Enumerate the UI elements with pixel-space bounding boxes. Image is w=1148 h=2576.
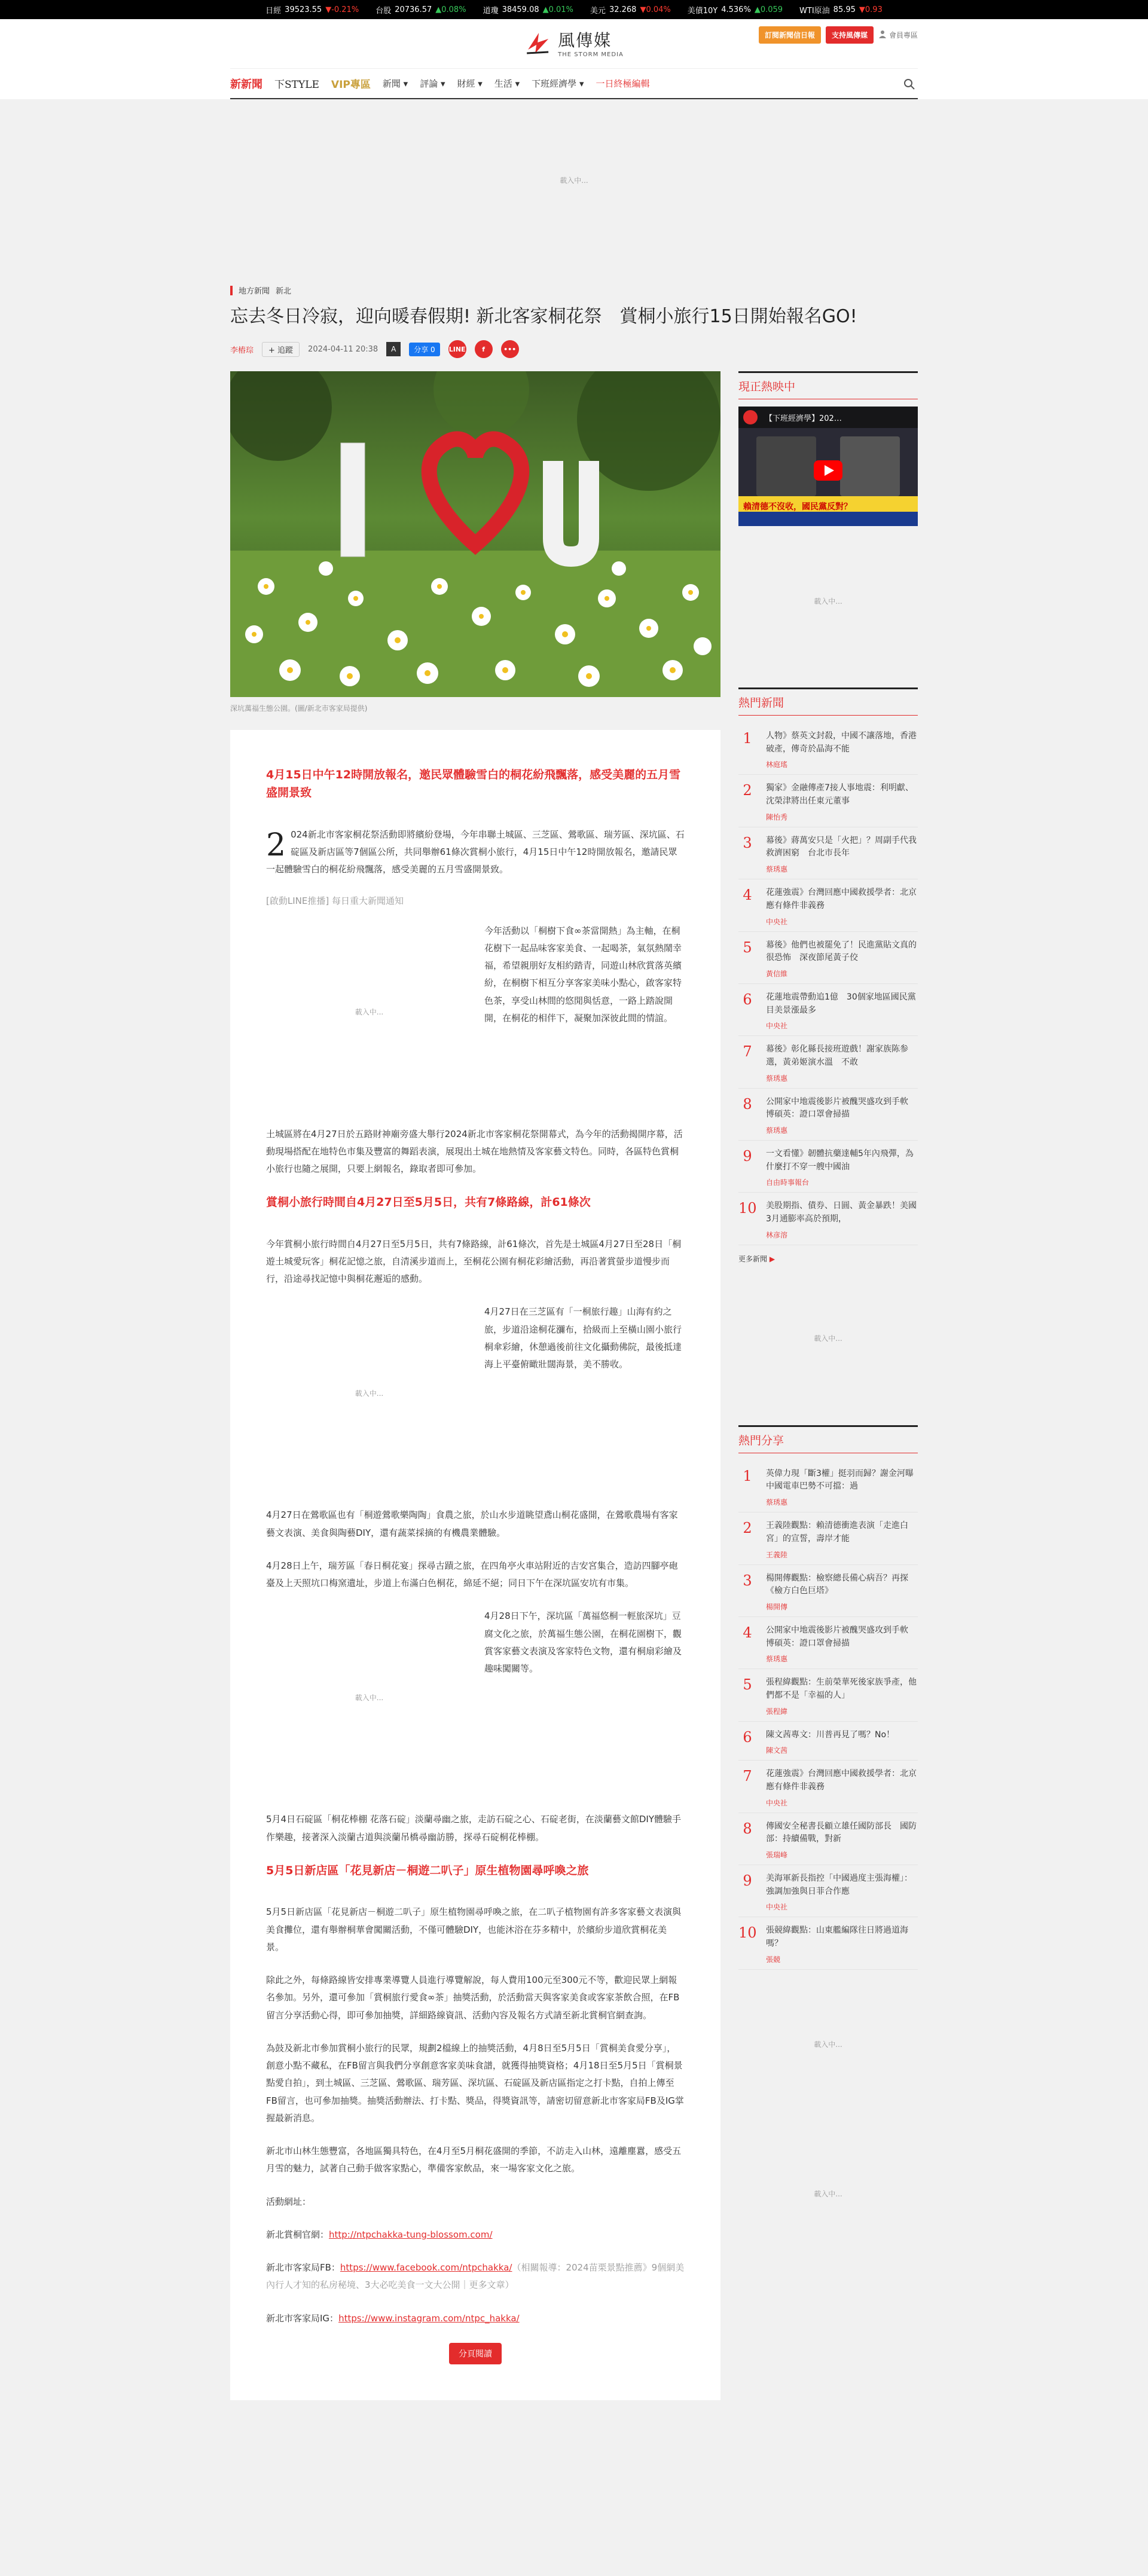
paragraph: 5月4日石碇區「桐花棒棚 花落石碇」淡蘭尋幽之旅，走訪石碇之心、石碇老街，在淡蘭藝文館DIY體驗手作樂趣，接著深入淡蘭古道與淡蘭吊橋尋幽訪勝，探尋石碇桐花棒棚。 — [266, 1814, 681, 1842]
rank-number: 7 — [743, 1043, 752, 1061]
video-player[interactable] — [738, 407, 918, 526]
rank-title[interactable]: 花蓮地震帶動追1億 30個家地區國民黨目美景漲最多 — [766, 992, 916, 1015]
list-item[interactable] — [738, 932, 918, 984]
sidebar — [738, 371, 918, 2400]
rank-title[interactable]: 張競緯觀點：山東艦編隊往日將過道海嗎？ — [766, 1926, 908, 1949]
nav-item-economics[interactable]: 下班經濟學 ▾ — [532, 78, 584, 89]
rank-title[interactable]: 王義陸觀點：賴清德衝進表演「走進白宮」的宣誓，壽岸才能 — [766, 1521, 908, 1544]
inline-ad-slot: 載入中... — [355, 1389, 384, 1398]
ticker-value: 85.95 — [833, 5, 856, 14]
subheading: 5月5日新店區「花見新店－桐遊二叭子」原生植物園尋呼喚之旅 — [266, 1863, 589, 1877]
rank-source: 陳文茜 — [766, 1746, 788, 1755]
ticker-name: 道瓊 — [483, 6, 499, 16]
author-link[interactable]: 李樁琮 — [230, 346, 254, 355]
list-item[interactable] — [738, 1617, 918, 1669]
sidebar-ad-slot: 載入中... — [814, 597, 842, 606]
article-meta — [230, 340, 918, 358]
paragraph: 除此之外，每條路線皆安排專業導覽人員進行導覽解說，每人費用100元至300元不等，歡迎民眾上網報名參加。另外，還可參加「賞桐旅行愛食∞茶」抽獎活動，於活動當天與客家美食或客家茶飲合照，在FB留言分享活動心得，即可參加抽獎，詳細路線資訊、活動內容及報名方式請至新北賞桐官網查詢。 — [266, 1975, 680, 2021]
rank-source: 林彦溶 — [766, 1230, 788, 1239]
rank-title[interactable]: 公開家中地震後影片被醜哭盛攻到手軟 博碩英：證口罩會掃描 — [766, 1096, 917, 1120]
ticker-value: 32.268 — [609, 5, 637, 14]
list-item[interactable] — [738, 1141, 918, 1193]
rank-title[interactable]: 公開家中地震後影片被醜哭盛攻到手軟 博碩英：證口罩會掃描 — [766, 1625, 917, 1648]
nav-brand-xinxinwen[interactable]: 新新聞 — [230, 78, 262, 91]
paragraph: 4月27日在三芝區有「一桐旅行趣」山海有約之旅，步道沿途桐花瀰布，拾級而上至橫山園小旅行桐傘彩繪，休憩過後前往文化攝動佛院，最後抵達海上平臺俯瞰壯闊海景，美不勝收。 — [484, 1306, 682, 1370]
instagram-link[interactable]: https://www.instagram.com/ntpc_hakka/ — [338, 2312, 520, 2324]
hot-share-title: 熱門分享 — [738, 1425, 918, 1453]
triangle-down-icon: ▼ — [325, 5, 332, 14]
list-item[interactable] — [738, 879, 918, 931]
paragraph: 今年活動以「桐樹下食∞茶當開熱」為主軸，在桐花樹下一起品味客家美食、一起喝茶，氣氛熱鬧幸福，希望親朋好友相約踏青，同遊山林欣賞落英繽紛，在桐樹下相互分享客家美味小點心，啟客家特色茶，享受山林間的悠閒與恬意，一路上踏說開開，在桐花的相伴下，凝聚加深彼此間的情誼。 — [484, 925, 682, 1023]
paginate-button[interactable]: 分頁閱讀 — [449, 2343, 502, 2364]
rank-title[interactable]: 英偉力現「斷3權」挺羽而歸？謝金河曝中國電車巴勢不可擋：過 — [766, 1468, 914, 1492]
nav-item-editor[interactable]: 一日終極編輯 — [596, 78, 650, 89]
site-logo[interactable] — [524, 27, 624, 58]
rank-source: 中央社 — [766, 1903, 788, 1912]
rank-source: 蔡琇惠 — [766, 1074, 788, 1083]
list-item[interactable] — [738, 1089, 918, 1141]
facebook-page-link[interactable]: https://www.facebook.com/ntpchakka/ — [340, 2262, 512, 2274]
ticker-value: 39523.55 — [285, 5, 322, 14]
nav-item-life[interactable]: 生活 ▾ — [494, 78, 520, 89]
rank-number: 3 — [743, 1572, 752, 1589]
rank-number: 8 — [743, 1820, 752, 1837]
drop-cap: 2 — [266, 827, 286, 863]
ticker-change: ▼0.93 — [859, 5, 883, 14]
breadcrumb-subcategory[interactable]: 新北 — [276, 287, 292, 296]
rank-source: 張瑞峰 — [766, 1851, 788, 1860]
rank-number: 10 — [738, 1200, 757, 1217]
rank-title[interactable]: 美股期指、債券、日圓、黃金暴跌！美國3月通膨率高於預期， — [766, 1201, 917, 1224]
member-label: 會員專區 — [889, 31, 918, 39]
live-section-title: 現正熱映中 — [738, 371, 918, 399]
paragraph: 新北市山林生態豐富，各地區獨具特色，在4月至5月桐花盛開的季節，不訪走入山林，遠離塵囂，感受五月雪的魅力，試著自己動手做客家點心，準備客家飲品，來一場客家文化之旅。 — [266, 2146, 682, 2174]
subheading: 4月15日中午12時開放報名，邀民眾體驗雪白的桐花紛飛飄落，感受美麗的五月雪盛開景致 — [266, 768, 681, 800]
facebook-icon[interactable]: f — [475, 340, 493, 358]
paragraph: 4月27日在鶯歌區也有「桐遊鶯歌樂陶陶」食農之旅，於山水步道眺望鳶山桐花盛開，在鶯歌農場有客家藝文表演、美食與陶藝DIY，還有蔬菜採摘的有機農業體驗。 — [266, 1509, 678, 1538]
video-banner: 賴清德不沒收，國民黨反對？ — [743, 502, 852, 512]
rank-source: 陳怡秀 — [766, 812, 788, 821]
rank-source: 蔡琇惠 — [766, 1498, 788, 1507]
sidebar-ad-slot: 載入中... — [814, 1334, 842, 1343]
link-paragraph: 新北市客家局IG：https://www.instagram.com/ntpc_hakka/ — [266, 2312, 520, 2324]
search-icon[interactable] — [903, 78, 915, 90]
image-caption: 深坑萬福生態公園。(圖/新北市客家局提供) — [230, 704, 368, 713]
ticker-item — [799, 4, 883, 16]
market-ticker — [0, 0, 1148, 19]
arrow-right-icon: ▶ — [769, 1254, 775, 1263]
rank-number: 3 — [743, 834, 752, 851]
triangle-up-icon: ▲ — [542, 5, 549, 14]
rank-source: 張程緯 — [766, 1707, 788, 1716]
subscribe-newsletter-button[interactable]: 訂閱新聞信日報 — [759, 26, 821, 44]
ticker-item — [688, 4, 783, 16]
rank-title[interactable]: 陳文茜專文：川普再見了嗎？No！ — [766, 1729, 895, 1740]
rank-title[interactable]: 張程緯觀點：生前榮華死後家族爭產，他們都不是「幸福的人」 — [766, 1677, 917, 1700]
rank-number: 2 — [743, 782, 752, 799]
rank-title[interactable]: 花蓮強震》台灣回應中國救援學者：北京應有條件非義務 — [766, 888, 917, 910]
rank-source: 蔡琇惠 — [766, 1655, 788, 1664]
main-nav — [230, 68, 918, 99]
related-note: （相關報導：2024苗栗景點推薦》9個網美內行人才知的私房秘境、3大必吃美食一文大公開｜更多文章） — [266, 2262, 685, 2291]
rank-number: 2 — [743, 1520, 752, 1537]
triangle-down-icon: ▼ — [859, 5, 865, 14]
ticker-item — [375, 4, 466, 16]
nav-item-finance[interactable]: 財經 ▾ — [457, 78, 483, 89]
list-item[interactable] — [738, 1460, 918, 1512]
rank-number: 4 — [743, 887, 752, 904]
nav-brand-vip[interactable]: VIP專區 — [331, 79, 371, 91]
rank-title[interactable]: 楊開傳觀點：檢察總長備心病吾？再探《檢方白色巨塔》 — [766, 1573, 908, 1596]
rank-number: 10 — [738, 1924, 757, 1942]
paragraph: 土城區將在4月27日於五路財神廟旁盛大舉行2024新北市客家桐花祭開幕式，為今年的活動揭開序幕，活動現場搭配在地特色市集及豐富的舞蹈表演，展現出土城在地熱情及客家藝文特色。同時，各區特色賞桐小旅行也隨之展開，只要上網報名，錄取者即可參加。 — [266, 1128, 683, 1175]
triangle-up-icon: ▲ — [435, 5, 442, 14]
line-subscribe-link[interactable]: [啟動LINE推播] 每日重大新聞通知 — [266, 895, 404, 906]
ticker-change: ▲0.08% — [435, 5, 466, 14]
support-button[interactable]: 支持風傳媒 — [826, 26, 874, 44]
paragraph: 2 024新北市客家桐花祭活動即將繽紛登場，今年串聯土城區、三芝區、鶯歌區、瑞芳區、深坑區、石碇區及新店區等7個區公所，共同舉辦61條次賞桐小旅行，4月15日中午12時開放報名，邀請民眾一起體驗雪白的桐花紛飛飄落，感受美麗的五月雪盛開景致。 — [266, 827, 685, 875]
nav-brand-style[interactable]: 下STYLE — [274, 79, 319, 91]
rank-source: 中央社 — [766, 1798, 788, 1807]
list-item[interactable] — [738, 1565, 918, 1617]
rank-title[interactable]: 幕後》蔣萬安只是「火把」？周副手代我救濟困窮 台北市長年 — [766, 835, 917, 858]
top-ad-slot: 載入中... — [560, 176, 588, 185]
member-area-link[interactable] — [878, 30, 918, 40]
rank-source: 王義陸 — [766, 1550, 788, 1559]
breadcrumb-marker — [230, 286, 233, 295]
rank-source: 張競 — [766, 1955, 781, 1964]
line-share-icon[interactable]: LINE — [448, 340, 466, 358]
list-item[interactable] — [738, 827, 918, 879]
rank-source: 蔡琇惠 — [766, 1126, 788, 1135]
official-site-link[interactable]: http://ntpchakka-tung-blossom.com/ — [329, 2229, 493, 2240]
list-item[interactable] — [738, 1512, 918, 1564]
rank-number: 6 — [743, 1728, 752, 1746]
list-item[interactable] — [738, 1813, 918, 1865]
list-item[interactable] — [738, 723, 918, 775]
rank-source: 中央社 — [766, 917, 788, 926]
facebook-share-button[interactable]: 分享 0 — [409, 343, 439, 356]
nav-item-opinion[interactable]: 評論 ▾ — [420, 78, 445, 89]
ticker-name: 美債10Y — [687, 6, 718, 16]
rank-number: 9 — [743, 1872, 752, 1890]
rank-title[interactable]: 美海軍新長指控「中國過度主張海權」：強調加強與日菲合作應 — [766, 1874, 912, 1896]
paragraph: 5月5日新店區「花見新店－桐遊二叭子」原生植物園尋呼喚之旅，在二叭子植物園有許多客家藝文表演與美食攤位，還有舉辦桐華會闖關活動，不僅可體驗DIY，也能沐浴在芬多精中，於繽紛步道欣賞桐花美景。 — [266, 1906, 682, 1952]
rank-source: 自由時事報台 — [766, 1178, 810, 1187]
ticker-change: ▼-0.21% — [325, 5, 359, 14]
list-item[interactable] — [738, 1036, 918, 1088]
link-paragraph: 新北市客家局FB：https://www.facebook.com/ntpchakka/（相關報導：2024苗栗景點推薦》9個網美內行人才知的私房秘境、3大必吃美食一文大公開｜更多文章） — [266, 2262, 685, 2291]
rank-source: 楊開傳 — [766, 1602, 788, 1611]
subheading: 賞桐小旅行時間自4月27日至5月5日，共有7條路線，計61條次 — [266, 1196, 591, 1209]
rank-title[interactable]: 傳國安全秘書長顧立雄任國防部長 國防部：持續備戰，對新 — [766, 1821, 917, 1844]
article-main — [230, 371, 720, 2400]
ticker-change: ▲0.01% — [542, 5, 573, 14]
ticker-change: ▼0.04% — [640, 5, 671, 14]
follow-button[interactable]: + 追蹤 — [262, 342, 300, 357]
rank-title[interactable]: 人物》蔡英文封殺，中國不讓落地，香港破產，傳奇於晶海不能 — [766, 731, 917, 754]
rank-number: 1 — [743, 730, 752, 747]
list-item[interactable] — [738, 1669, 918, 1721]
paragraph: 4月28日上午，瑞芳區「春日桐花宴」探尋古蹟之旅，在四角亭火車站附近的吉安宮集合，造訪四腳亭砲臺及上天照坑口梅窯遺址，步道上布滿白色桐花，綿延不絕；同日下午在深坑區安坑有市集。 — [266, 1560, 678, 1589]
sidebar-ad-slot: 載入中... — [814, 2190, 842, 2199]
rank-title[interactable]: 幕後》彰化縣長接班遊戲！謝家族陈参選，黃弟姬演水溫 不敢 — [766, 1044, 908, 1067]
inline-ad-slot: 載入中... — [355, 1693, 384, 1702]
user-icon — [878, 30, 887, 40]
ticker-name: 美元 — [590, 6, 606, 16]
list-item[interactable] — [738, 1761, 918, 1813]
rank-number: 5 — [743, 1676, 752, 1694]
rank-number: 5 — [743, 939, 752, 956]
rank-source: 黃信維 — [766, 969, 788, 978]
logo-mark-icon — [524, 29, 552, 57]
list-item[interactable] — [738, 984, 918, 1036]
rank-number: 4 — [743, 1624, 752, 1641]
rank-title[interactable]: 獨家》金融傳產7接人事地震：利明獻、沈榮津將出任東元董事 — [766, 783, 914, 806]
rank-source: 蔡琇惠 — [766, 865, 788, 874]
rank-title[interactable]: 花蓮強震》台灣回應中國救援學者：北京應有條件非義務 — [766, 1769, 917, 1792]
breadcrumb-category[interactable]: 地方新聞 — [239, 287, 270, 296]
rank-number: 7 — [743, 1768, 752, 1785]
article-title: 忘去冬日冷寂，迎向暖春假期! 新北客家桐花祭 賞桐小旅行15日開始報名GO! — [230, 306, 857, 327]
paragraph: 為鼓及新北市參加賞桐小旅行的民眾，規劃2檔線上的抽獎活動，4月8日至5月5日「賞桐美食愛分享」，創意小點不藏私，在FB留言與我們分享創意客家美味食譜，就獲得抽獎資格；4月18日至5月5日「賞桐景點愛自拍」，到土城區、三芝區、鶯歌區、瑞芳區、深坑區、石碇區及新店區指定之打卡點，自拍上傳至FB留言，也可參加抽獎。抽獎活動辦法、打卡點、獎品，得獎資訊等，請密切留意新北市客家局FB及IG掌握最新消息。 — [266, 2042, 684, 2123]
hot-news-title: 熱門新聞 — [738, 687, 918, 716]
ticker-value: 38459.08 — [502, 5, 539, 14]
list-item[interactable] — [738, 1917, 918, 1969]
hot-share-list — [738, 1460, 918, 1970]
list-item[interactable] — [738, 775, 918, 827]
list-item[interactable] — [738, 1865, 918, 1917]
breadcrumb — [230, 285, 918, 296]
inline-ad-slot: 載入中... — [355, 1008, 384, 1017]
rank-title[interactable]: 一文看懂》韌體抗藥達輔5年內飛彈，為什麼打不穿一艘中國油 — [766, 1149, 914, 1172]
ticker-value: 4.536% — [721, 5, 751, 14]
rank-source: 林庭瑤 — [766, 760, 788, 769]
triangle-up-icon: ▲ — [754, 5, 761, 14]
rank-number: 8 — [743, 1095, 752, 1113]
font-size-toggle[interactable]: A — [386, 342, 401, 356]
more-news-link[interactable]: 更多新聞 ▶ — [738, 1254, 775, 1263]
article-body — [230, 730, 720, 2400]
more-share-icon[interactable]: ••• — [501, 340, 519, 358]
publish-date: 2024-04-11 20:38 — [308, 344, 378, 354]
ticker-item — [590, 4, 671, 16]
hero-image — [230, 371, 720, 697]
rank-title[interactable]: 幕後》他們也被罷免了！民進黨貼文真的很恐怖 深夜節尾黃子佼 — [766, 940, 917, 963]
sidebar-ad-slot: 載入中... — [814, 2040, 842, 2049]
nav-item-news[interactable]: 新聞 ▾ — [382, 78, 408, 89]
video-caption: 【下班經濟學】202… — [765, 414, 842, 423]
logo-name-en: THE STORM MEDIA — [558, 51, 624, 58]
link-paragraph: 新北賞桐官網：http://ntpchakka-tung-blossom.com/ — [266, 2229, 493, 2240]
paragraph: 4月28日下午，深坑區「萬福悠桐一輕旅深坑」豆腐文化之旅，於萬福生態公園，在桐花園樹下，觀賞客家藝文表演及客家特色文物，還有桐扇彩繪及趣味闖關等。 — [484, 1611, 682, 1674]
rank-number: 6 — [743, 991, 752, 1008]
logo-name-zh: 風傳媒 — [558, 30, 612, 50]
ticker-item — [265, 4, 359, 16]
ticker-name: 日經 — [265, 6, 282, 16]
site-header — [0, 19, 1148, 99]
rank-number: 9 — [743, 1148, 752, 1165]
list-item[interactable] — [738, 1722, 918, 1761]
ticker-item — [483, 4, 573, 16]
rank-number: 1 — [743, 1467, 752, 1484]
rank-source: 中央社 — [766, 1022, 788, 1031]
hot-news-list — [738, 723, 918, 1245]
paragraph: 今年賞桐小旅行時間自4月27日至5月5日，共有7條路線，計61條次，首先是土城區4月27日至28日「桐遊土城愛玩客」桐花記憶之旅，自清溪步道而上，至桐花公園有桐花彩繪活動，再沿著賞螢步道慢步而行，沿途尋找記憶中與桐花邂逅的感動。 — [266, 1238, 682, 1285]
ticker-name: 台股 — [375, 6, 392, 16]
links-label: 活動網址： — [266, 2196, 312, 2207]
ticker-name: WTI原油 — [799, 6, 830, 16]
list-item[interactable] — [738, 1193, 918, 1245]
ticker-change: ▲0.059 — [754, 5, 783, 14]
ticker-value: 20736.57 — [395, 5, 432, 14]
triangle-down-icon: ▼ — [640, 5, 646, 14]
